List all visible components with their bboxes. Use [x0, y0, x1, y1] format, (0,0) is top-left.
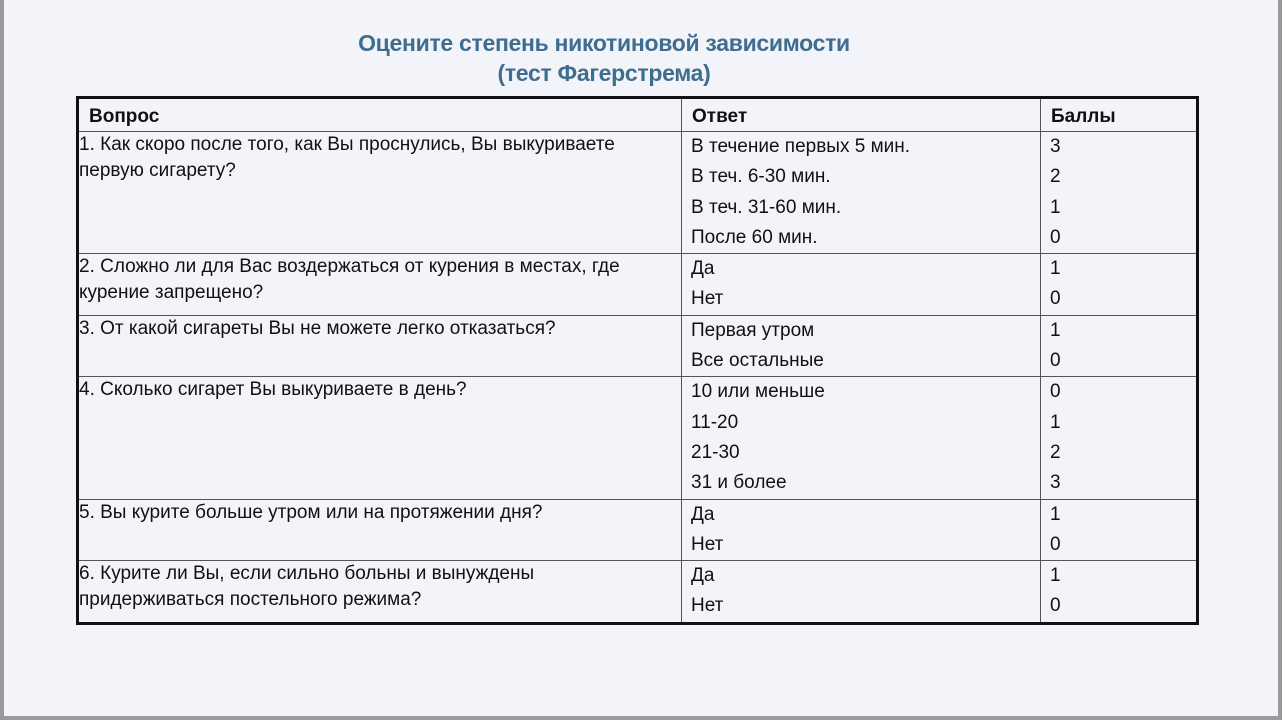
slide-title — [4, 28, 1204, 88]
answer-option: В теч. 6-30 мин. — [691, 166, 831, 188]
score-value: 2 — [1050, 166, 1061, 188]
question-cell: 2. Сложно ли для Вас воздержаться от курения в местах, где курение запрещено? — [78, 254, 682, 316]
score-value: 3 — [1050, 472, 1061, 494]
answer-option: Да — [691, 503, 715, 525]
question-cell: 1. Как скоро после того, как Вы проснулись, Вы выкуриваете первую сигарету? — [78, 132, 682, 254]
answer-option: 10 или меньше — [691, 381, 825, 403]
score-value: 1 — [1050, 258, 1061, 280]
score-value: 1 — [1050, 503, 1061, 525]
question-cell: 4. Сколько сигарет Вы выкуриваете в день? — [78, 377, 682, 499]
score-value: 2 — [1050, 441, 1061, 463]
answer-option: 11-20 — [691, 411, 739, 433]
answer-cell — [682, 377, 1041, 499]
score-value: 3 — [1050, 136, 1061, 157]
answer-option: Нет — [691, 533, 724, 555]
score-value: 0 — [1050, 350, 1061, 372]
table-row — [78, 499, 1198, 561]
score-value: 1 — [1050, 319, 1061, 341]
answer-option: 31 и более — [691, 472, 787, 494]
answer-option: Да — [691, 565, 715, 587]
question-cell: 6. Курите ли Вы, если сильно больны и вынуждены придерживаться постельного режима? — [78, 561, 682, 624]
score-value: 0 — [1050, 288, 1061, 310]
score-value: 1 — [1050, 565, 1061, 587]
answer-option: После 60 мин. — [691, 226, 818, 248]
score-cell — [1041, 132, 1198, 254]
answer-cell — [682, 561, 1041, 624]
answer-cell — [682, 254, 1041, 316]
answer-cell — [682, 132, 1041, 254]
answer-option: Первая утром — [691, 319, 815, 341]
slide-title-line-2: (тест Фагерстрема) — [497, 60, 711, 86]
question-cell: 5. Вы курите больше утром или на протяжении дня? — [78, 499, 682, 561]
answer-option: В теч. 31-60 мин. — [691, 196, 842, 218]
question-cell: 3. От какой сигареты Вы не можете легко отказаться? — [78, 315, 682, 377]
answer-option: Нет — [691, 595, 724, 617]
answer-option: 21-30 — [691, 441, 740, 463]
slide-title-line-1: Оцените степень никотиновой зависимости — [358, 30, 850, 56]
score-cell — [1041, 315, 1198, 377]
header-answer: Ответ — [682, 98, 1041, 132]
table-row — [78, 132, 1198, 254]
table-row — [78, 377, 1198, 499]
score-value: 1 — [1050, 411, 1061, 433]
score-value: 0 — [1050, 381, 1061, 403]
score-value: 0 — [1050, 226, 1061, 248]
answer-cell — [682, 315, 1041, 377]
table-row — [78, 561, 1198, 624]
score-value: 0 — [1050, 595, 1061, 617]
header-question: Вопрос — [78, 98, 682, 132]
score-cell — [1041, 377, 1198, 499]
answer-option: Нет — [691, 288, 724, 310]
header-score: Баллы — [1041, 98, 1198, 132]
fagerstrom-table — [76, 96, 1199, 625]
score-cell — [1041, 254, 1198, 316]
score-cell — [1041, 499, 1198, 561]
answer-option: Все остальные — [691, 350, 824, 372]
answer-option: В течение первых 5 мин. — [691, 136, 911, 157]
answer-cell — [682, 499, 1041, 561]
slide — [4, 0, 1278, 716]
score-value: 1 — [1050, 196, 1061, 218]
score-value: 0 — [1050, 533, 1061, 555]
table-header-row — [78, 98, 1198, 132]
score-cell — [1041, 561, 1198, 624]
table-row — [78, 315, 1198, 377]
answer-option: Да — [691, 258, 715, 280]
table-row — [78, 254, 1198, 316]
